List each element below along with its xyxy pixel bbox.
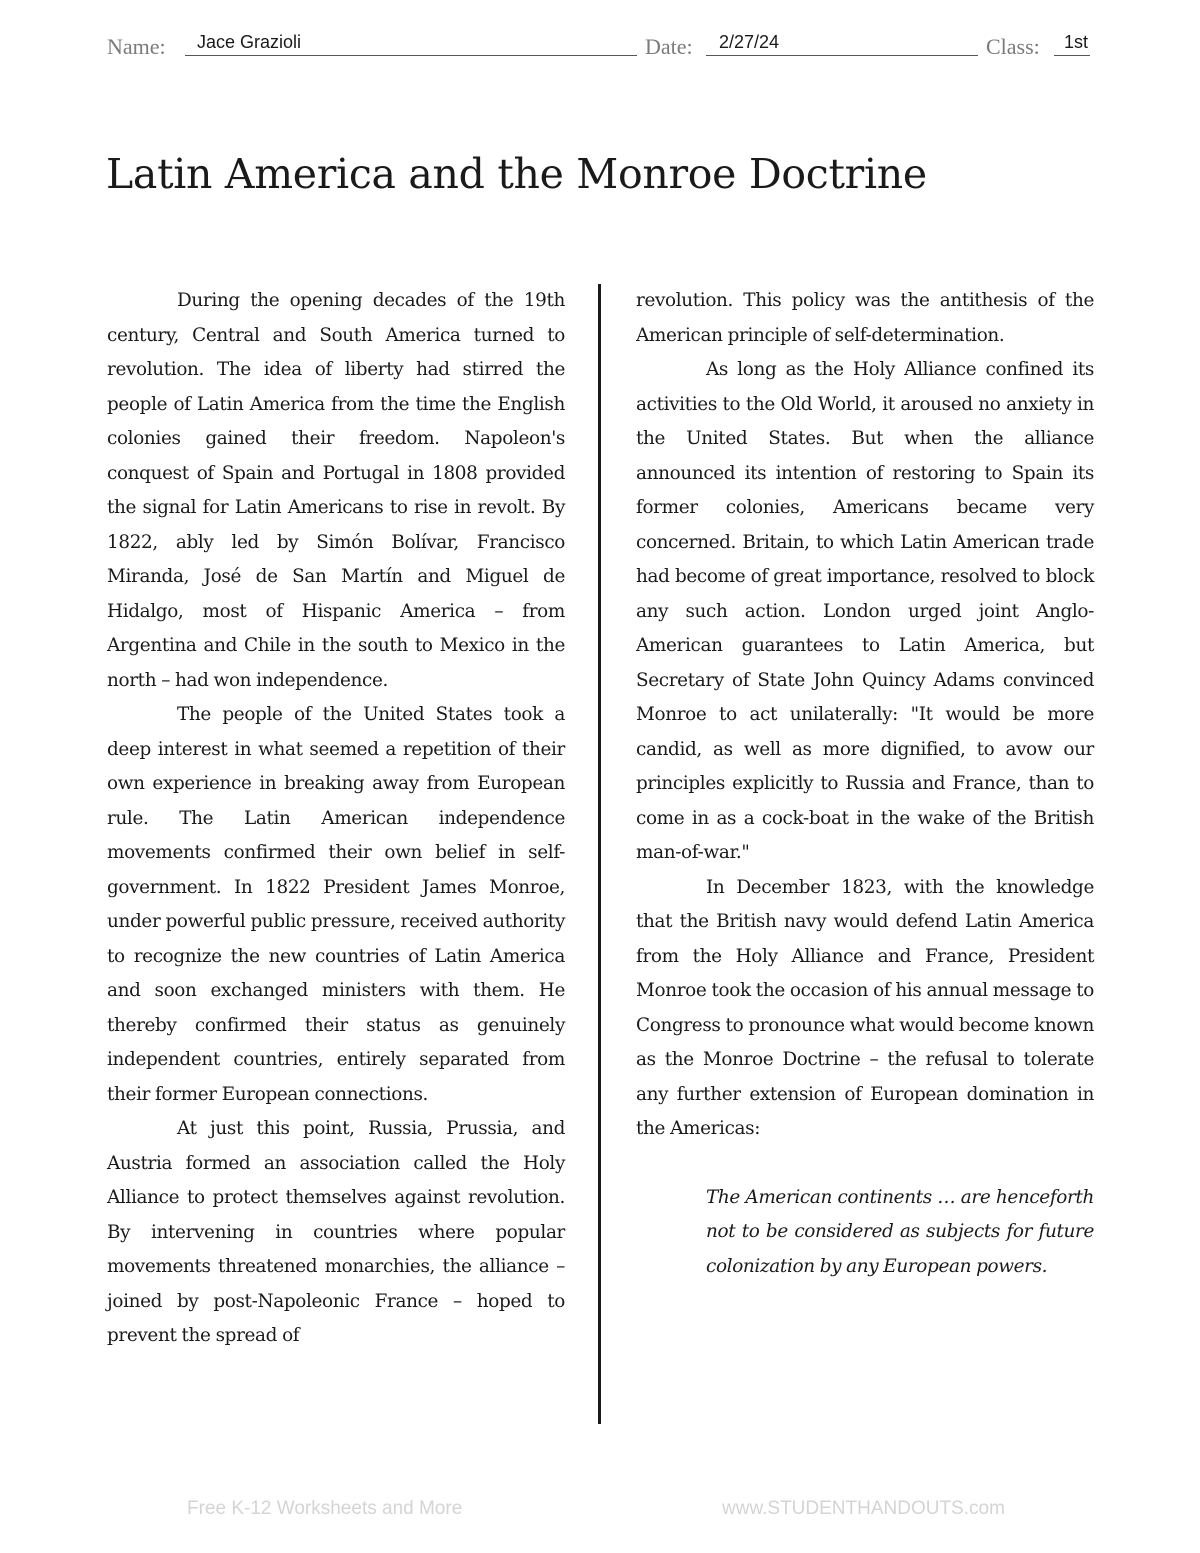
class-label: Class: — [986, 34, 1040, 59]
class-line — [1054, 55, 1090, 56]
date-line — [706, 55, 978, 56]
paragraph: At just this point, Russia, Prussia, and Austria formed an association called the Holy Alliance to protect themselves against revolution. By intervening in countries where popular movements threatened monarchies, the alliance – joined by post-Napoleonic France – hoped to prevent the spread of — [107, 1118, 565, 1346]
name-label: Name: — [107, 34, 166, 59]
block-quote: The American continents … are henceforth not to be considered as subjects for future colonization by any European powers. — [706, 1186, 1094, 1277]
right-column — [636, 284, 1094, 1284]
name-line — [185, 55, 637, 56]
page-footer — [0, 1498, 1200, 1528]
date-field — [645, 26, 979, 60]
name-value[interactable]: Jace Grazioli — [197, 32, 302, 52]
column-divider — [598, 284, 601, 1424]
footer-url[interactable]: www.STUDENTHANDOUTS.com — [722, 1498, 1005, 1519]
date-value[interactable]: 2/27/24 — [719, 32, 780, 52]
paragraph: revolution. This policy was the antithesis of the American principle of self-determination. — [636, 290, 1094, 346]
worksheet-header — [107, 26, 1092, 66]
name-field — [107, 26, 639, 60]
paragraph: During the opening decades of the 19th century, Central and South America turned to revolution. The idea of liberty had stirred the people of Latin America from the time the English colonies gained their freedom. Napoleon's conquest of Spain and Portugal in 1808 provided the signal for Latin Americans to rise in revolt. By 1822, ably led by Simón Bolívar, Francisco Miranda, José de San Martín and Miguel de Hidalgo, most of Hispanic America – from Argentina and Chile in the south to Mexico in the north – had won independence. — [107, 290, 565, 691]
footer-left-text: Free K-12 Worksheets and More — [187, 1498, 463, 1519]
page-title: Latin America and the Monroe Doctrine — [106, 150, 927, 198]
class-field — [986, 26, 1092, 60]
paragraph: In December 1823, with the knowledge that the British navy would defend Latin America from the Holy Alliance and France, President Monroe took the occasion of his annual message to Congress to pronounce what would become known as the Monroe Doctrine – the refusal to tolerate any further extension of European domination in the Americas: — [636, 876, 1094, 1139]
paragraph: The people of the United States took a deep interest in what seemed a repetition of their own experience in breaking away from European rule. The Latin American independence movements confirmed their own belief in self-government. In 1822 President James Monroe, under powerful public pressure, received authority to recognize the new countries of Latin America and soon exchanged ministers with them. He thereby confirmed their status as genuinely independent countries, entirely separated from their former European connections. — [107, 704, 565, 1105]
paragraph: As long as the Holy Alliance confined its activities to the Old World, it aroused no anxiety in the United States. But when the alliance announced its intention of restoring to Spain its former colonies, Americans became very concerned. Britain, to which Latin American trade had become of great importance, resolved to block any such action. London urged joint Anglo-American guarantees to Latin America, but Secretary of State John Quincy Adams convinced Monroe to act unilaterally: "It would be more candid, as well as more dignified, to avow our principles explicitly to Russia and France, than to come in as a cock-boat in the wake of the British man-of-war." — [636, 359, 1094, 863]
class-value[interactable]: 1st — [1064, 32, 1089, 52]
date-label: Date: — [645, 34, 693, 59]
left-column — [107, 284, 565, 1354]
